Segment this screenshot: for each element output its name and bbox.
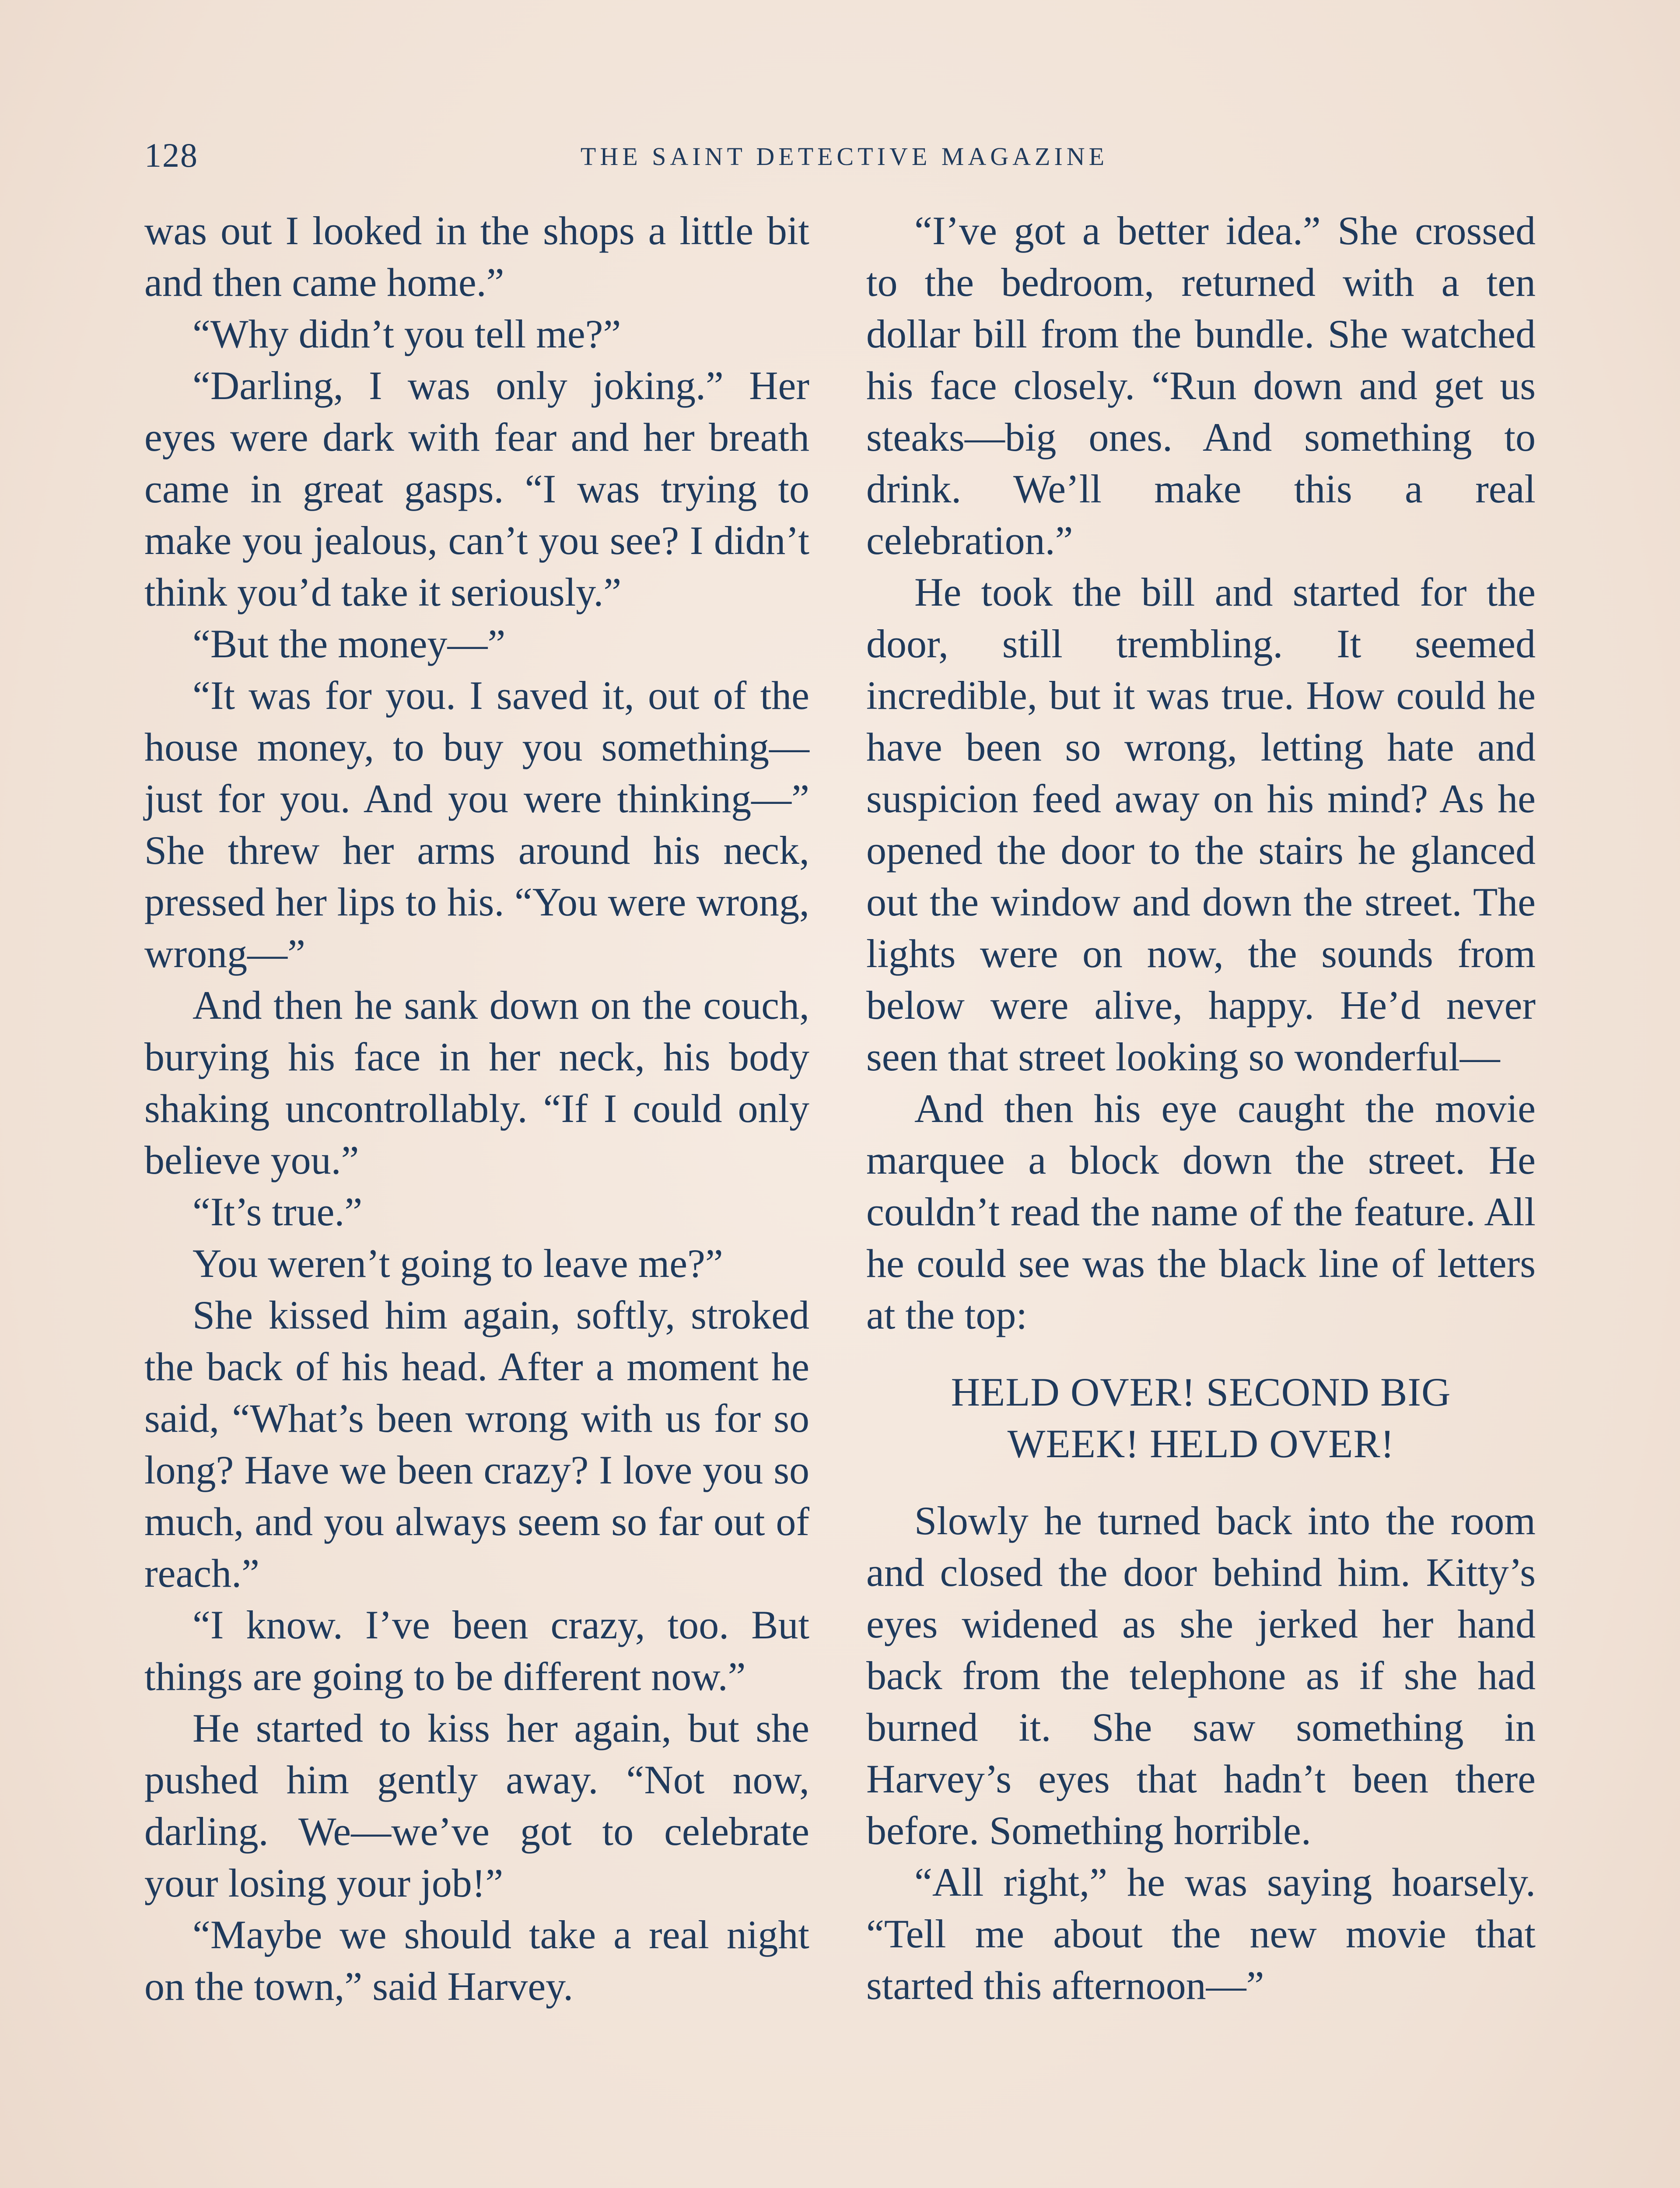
- marquee-sign: [866, 1366, 1536, 1469]
- paragraph: “All right,” he was saying hoarsely. “Tell me about the new movie that started this afternoon—”: [866, 1860, 1536, 2008]
- paragraph: She kissed him again, softly, stroked the back of his head. After a moment he said, “What’s been wrong with us for so long? Have we been crazy? I love you so much, and you always seem so far out of reach.”: [144, 1293, 809, 1595]
- paragraph: And then his eye caught the movie marquee a block down the street. He couldn’t read the name of the feature. All he could see was the black line of letters at the top:: [866, 1086, 1536, 1337]
- running-head: THE SAINT DETECTIVE MAGAZINE: [580, 142, 1109, 171]
- paragraph: You weren’t going to leave me?”: [192, 1241, 723, 1286]
- paragraph: He started to kiss her again, but she pushed him gently away. “Not now, darling. We—we’ve got to celebrate your losing your job!”: [144, 1706, 809, 1905]
- paragraph: And then he sank down on the couch, burying his face in her neck, his body shaking uncontrollably. “If I could only believe you.”: [144, 983, 809, 1182]
- paragraph: “It was for you. I saved it, out of the house money, to buy you something—just for you. And you were thinking—” She threw her arms around his neck, pressed her lips to his. “You were wrong, wrong—”: [144, 673, 809, 976]
- paragraph: Slowly he turned back into the room and closed the door behind him. Kitty’s eyes widened as she jerked her hand back from the telephone as if she had burned it. She saw something in Harvey’s eyes that hadn’t been there before. Something horrible.: [866, 1498, 1536, 1853]
- paragraph: He took the bill and started for the door, still trembling. It seemed incredible, but it was true. How could he have been so wrong, letting hate and suspicion feed away on his mind? As he opened the door to the stairs he glanced out the window and down the street. The lights were on now, the sounds from below were alive, happy. He’d never seen that street looking so wonderful—: [866, 570, 1536, 1079]
- page-header: [144, 136, 1544, 188]
- paragraph: “I know. I’ve been crazy, too. But things are going to be different now.”: [144, 1602, 809, 1699]
- paragraph: “Why didn’t you tell me?”: [192, 312, 621, 356]
- paragraph: “I’ve got a better idea.” She crossed to the bedroom, returned with a ten dollar bill from the bundle. She watched his face closely. “Run down and get us steaks—big ones. And something to drink. We’ll make this a real celebration.”: [866, 208, 1536, 563]
- paragraph: “It’s true.”: [192, 1189, 363, 1234]
- marquee-line: HELD OVER! SECOND BIG: [951, 1370, 1451, 1414]
- page-number: 128: [144, 136, 198, 174]
- paragraph: “Maybe we should take a real night on the town,” said Harvey.: [144, 1912, 809, 2009]
- left-column: [144, 205, 809, 2012]
- paragraph: “But the money—”: [192, 621, 506, 666]
- marquee-line: WEEK! HELD OVER!: [1007, 1421, 1395, 1466]
- paragraph: “Darling, I was only joking.” Her eyes were dark with fear and her breath came in great gasps. “I was trying to make you jealous, can’t you see? I didn’t think you’d take it seriously.”: [144, 363, 809, 614]
- paragraph: was out I looked in the shops a little bit and then came home.”: [144, 208, 809, 305]
- right-column: [866, 205, 1536, 2011]
